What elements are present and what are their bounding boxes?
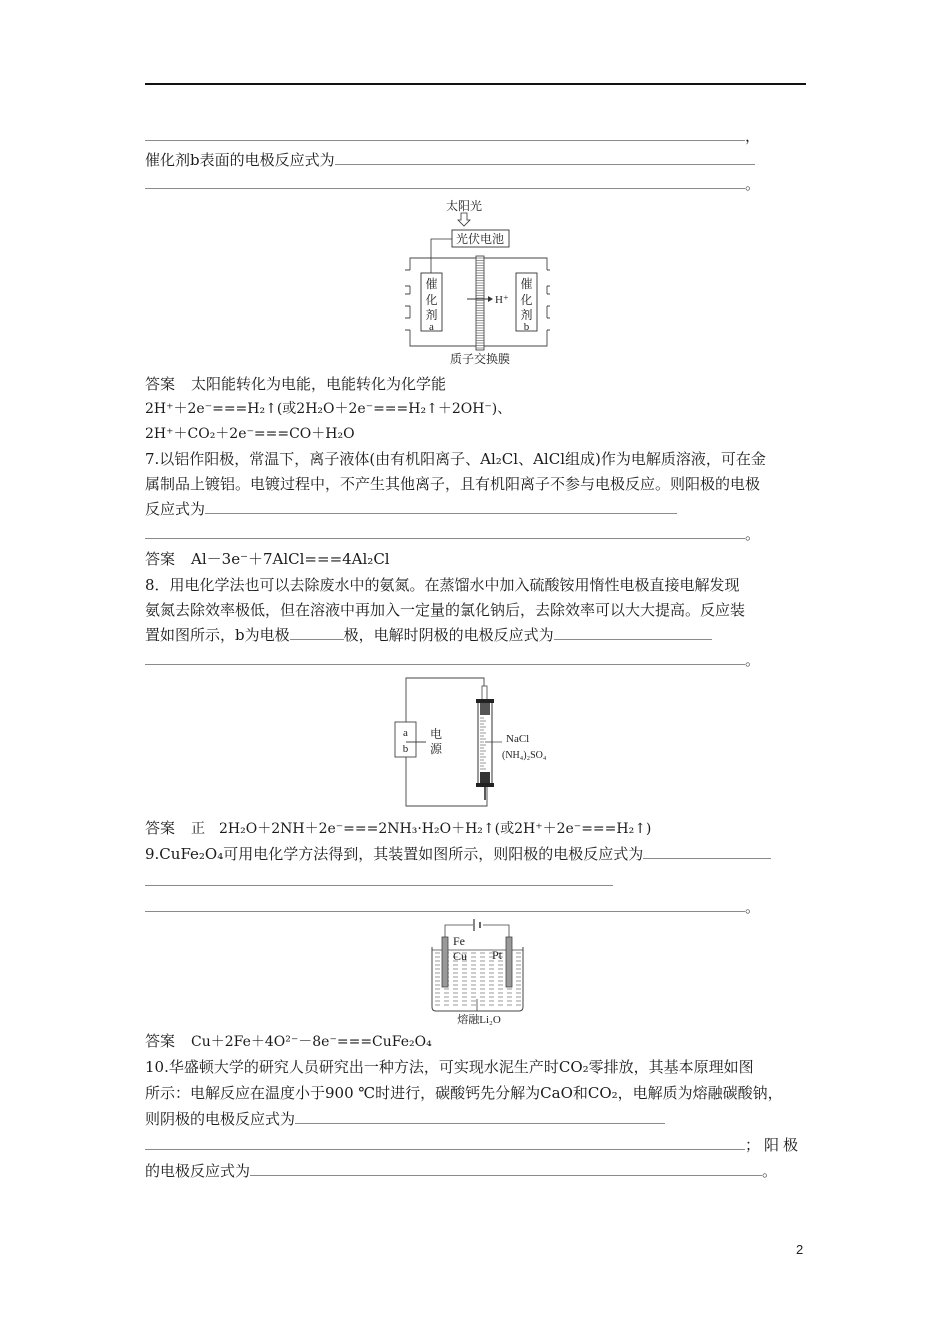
hydrogen-ion-label: H⁺ — [495, 294, 509, 306]
q10-text-line-4 — [145, 1135, 802, 1155]
answer-text: 正 2H₂O＋2NH＋2e⁻===2NH₃·H₂O＋H₂↑(或2H⁺＋2e⁻===H₂↑) — [191, 821, 652, 837]
figure-molten-li2o-cell — [425, 915, 535, 1025]
electrolyte-label: 熔融Li₂O — [457, 1014, 501, 1025]
nacl-label: NaCl — [506, 733, 530, 745]
fe-cu-electrode — [442, 937, 448, 987]
question-text: 催化剂b表面的电极反应式为 — [145, 151, 335, 169]
power-label-char: 源 — [430, 742, 443, 756]
q10-text-line-5 — [145, 1161, 777, 1181]
answer-blank[interactable] — [643, 844, 771, 859]
question-text: ；阳极 — [745, 1136, 803, 1154]
answer-blank[interactable] — [295, 1109, 665, 1124]
answer-blank[interactable] — [145, 871, 613, 886]
answer-text: Al－3e⁻＋7AlCl===4Al₂Cl — [191, 550, 390, 568]
electrolysis-tube — [476, 686, 494, 800]
punct: ， — [745, 127, 761, 145]
q8-text-line-2: 氨氮去除效率极低，但在溶液中再加入一定量的氯化钠后，去除效率可以大大提高。反应装 — [145, 601, 746, 619]
catalyst-a-char: 剂 — [425, 308, 438, 322]
answer-equation-2: 2H⁺＋CO₂＋2e⁻===CO＋H₂O — [145, 426, 355, 442]
answer-blank[interactable] — [145, 524, 745, 539]
q7-text-line-4 — [145, 524, 760, 544]
punct: 。 — [762, 1162, 778, 1180]
answer-blank[interactable] — [145, 174, 745, 189]
answer-label: 答案 — [145, 375, 176, 393]
catalyst-b-char: 化 — [520, 293, 533, 307]
answer-blank[interactable] — [290, 625, 344, 640]
answer-blank[interactable] — [554, 625, 712, 640]
answer-text: 太阳能转化为电能，电能转化为化学能 — [191, 375, 447, 393]
q7-text-line-1: 7.以铝作阳极，常温下，离子液体(由有机阳离子、Al₂Cl、AlCl组成)作为电解质溶液，可在金 — [145, 450, 766, 468]
answer-blank[interactable] — [205, 499, 677, 514]
catalyst-a-char: 化 — [425, 293, 438, 307]
q10-text-line-1: 10.华盛顿大学的研究人员研究出一种方法，可实现水泥生产时CO₂零排放，其基本原理如图 — [145, 1058, 754, 1076]
question-text: 的电极反应式为 — [145, 1162, 251, 1180]
question-text: 9.CuFe₂O₄可用电化学方法得到，其装置如图所示，则阳极的电极反应式为 — [145, 845, 644, 863]
page-number: 2 — [796, 1242, 804, 1257]
q8-text-line-1: 8．用电化学法也可以去除废水中的氨氮。在蒸馏水中加入硫酸铵用惰性电极直接电解发现 — [145, 576, 740, 594]
power-label-char: 电 — [430, 727, 443, 741]
answer-equation-1: 2H⁺＋2e⁻===H₂↑(或2H₂O＋2e⁻===H₂↑＋2OH⁻)、 — [145, 401, 512, 417]
sunlight-label: 太阳光 — [445, 199, 483, 213]
answer-label: 答案 — [145, 1032, 176, 1050]
punct: 。 — [745, 651, 761, 669]
answer-blank[interactable] — [145, 650, 745, 665]
ammonium-sulfate-label: (NH₄)₂SO₄ — [502, 750, 547, 761]
terminal-a-label: a — [403, 727, 408, 739]
punct: 。 — [745, 898, 761, 916]
q9-text-line-2 — [145, 871, 613, 891]
answer-blank[interactable] — [145, 897, 745, 912]
proton-exchange-membrane — [476, 256, 484, 350]
q9-answer — [145, 1031, 432, 1052]
figure-photovoltaic-cell — [400, 198, 550, 368]
answer-text: Cu＋2Fe＋4O²⁻－8e⁻===CuFe₂O₄ — [191, 1034, 432, 1050]
answer-blank[interactable] — [145, 126, 745, 141]
pv-cell-label: 光伏电池 — [455, 232, 505, 246]
q7-text-line-2: 属制品上镀铝。电镀过程中，不产生其他离子，且有机阳离子不参与电极反应。则阳极的电极 — [145, 475, 761, 493]
q10-text-line-3 — [145, 1109, 665, 1129]
punct: 。 — [745, 175, 761, 193]
q7-answer — [145, 549, 390, 569]
q10-text-line-2: 所示：电解反应在温度小于900 ℃时进行，碳酸钙先分解为CaO和CO₂，电解质为熔融碳酸钠， — [145, 1084, 783, 1102]
pt-label: Pt — [492, 948, 503, 962]
catalyst-b-char: b — [523, 321, 530, 333]
q6-answer-line-3 — [145, 174, 760, 194]
answer-blank[interactable] — [335, 150, 755, 165]
question-text: 极，电解时阴极的电极反应式为 — [343, 626, 554, 644]
q6-line-2 — [145, 150, 755, 170]
q9-text-line-1 — [145, 844, 771, 864]
q8-answer — [145, 818, 651, 839]
terminal-b-label: b — [402, 743, 409, 755]
question-text: 置如图所示，b为电极 — [145, 626, 290, 644]
q7-text-line-3 — [145, 499, 677, 519]
q9-text-line-3 — [145, 897, 760, 917]
header-rule — [145, 83, 806, 85]
pt-electrode — [506, 937, 512, 987]
q6-answer-line-1 — [145, 126, 760, 146]
q8-text-line-3 — [145, 625, 712, 645]
question-text: 反应式为 — [145, 500, 206, 518]
catalyst-a-char: 催 — [425, 277, 438, 291]
answer-label: 答案 — [145, 550, 176, 568]
catalyst-b-char: 催 — [520, 277, 533, 291]
down-arrow-icon — [458, 213, 470, 226]
cu-label: Cu — [453, 949, 468, 963]
answer-blank[interactable] — [250, 1161, 762, 1176]
q6-answer — [145, 374, 446, 394]
catalyst-a-char: a — [429, 321, 434, 333]
battery-icon — [474, 919, 480, 931]
answer-blank[interactable] — [145, 1135, 745, 1150]
catalyst-b-char: 剂 — [520, 308, 533, 322]
q8-text-line-4 — [145, 650, 760, 670]
question-text: 则阴极的电极反应式为 — [145, 1110, 296, 1128]
membrane-label: 质子交换膜 — [449, 352, 511, 366]
figure-electrolysis-cell — [390, 672, 590, 812]
answer-label: 答案 — [145, 819, 176, 837]
fe-label: Fe — [453, 934, 465, 948]
punct: 。 — [745, 525, 761, 543]
